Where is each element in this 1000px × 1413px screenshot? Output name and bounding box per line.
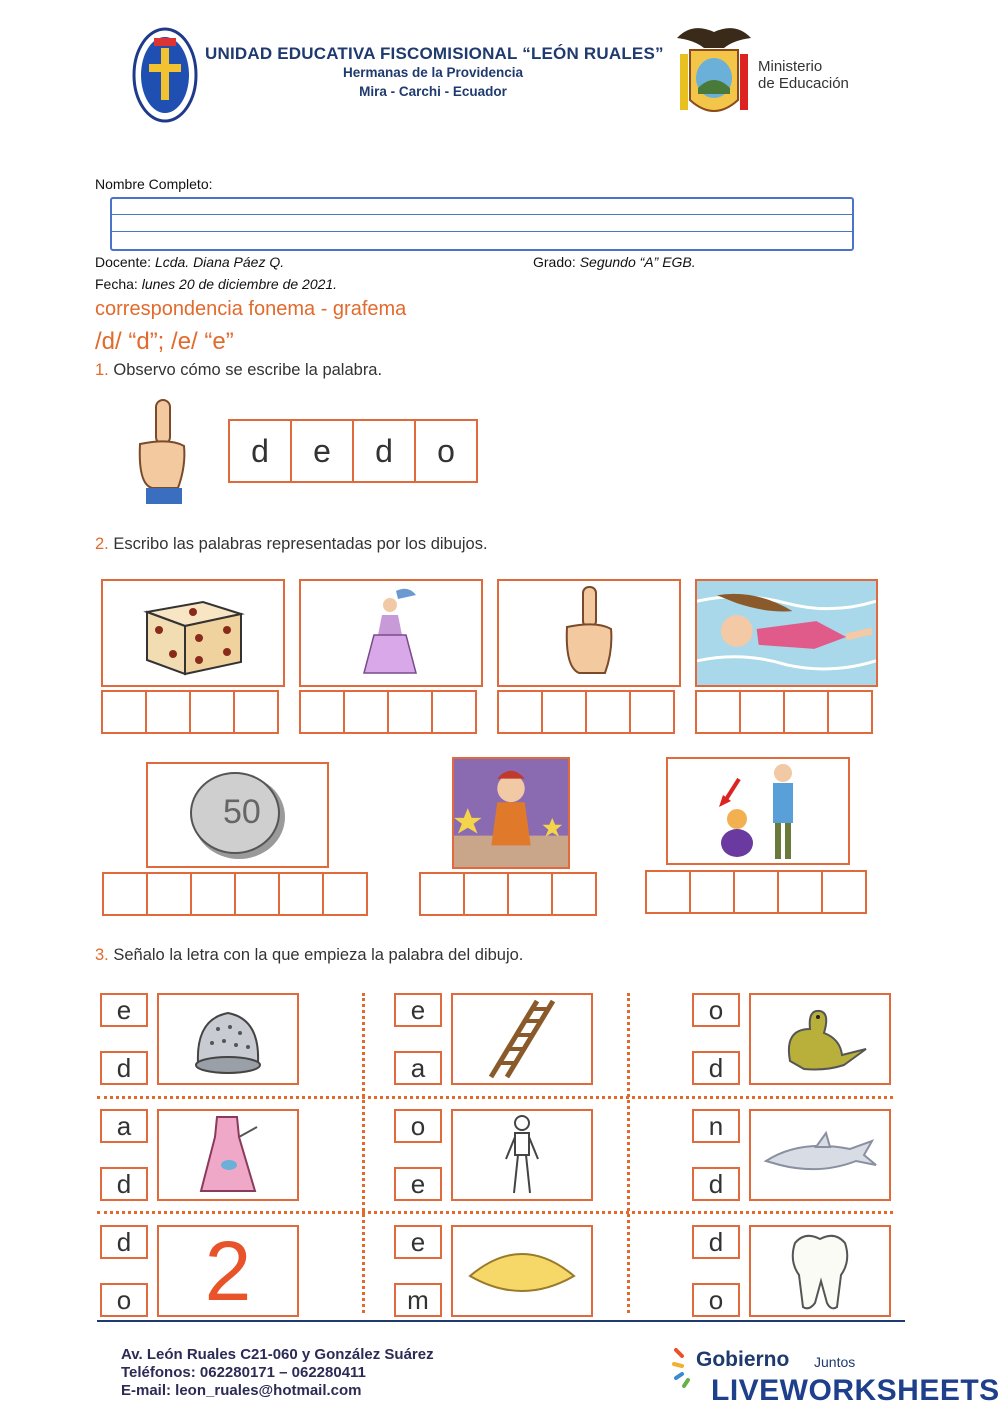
- lesson-topic: correspondencia fonema - grafema: [95, 298, 407, 320]
- exercise-3-instruction: 3. Señalo la letra con la que empieza la palabra del dibujo.: [95, 946, 524, 964]
- write-word-4: [695, 690, 873, 734]
- option-letter[interactable]: a: [100, 1109, 148, 1143]
- grade-line: Grado: Segundo “A” EGB.: [533, 254, 696, 270]
- letter-input[interactable]: [739, 690, 785, 734]
- write-word-5: [102, 872, 368, 916]
- option-letter[interactable]: d: [100, 1225, 148, 1259]
- letter-input[interactable]: [733, 870, 779, 914]
- option-letter[interactable]: d: [100, 1051, 148, 1085]
- letter-input[interactable]: [419, 872, 465, 916]
- dinosaur-picture: [749, 993, 891, 1085]
- letter-input[interactable]: [190, 872, 236, 916]
- thimble-picture: [157, 993, 299, 1085]
- letter-input[interactable]: [145, 690, 191, 734]
- gov-tagline: Juntos: [814, 1354, 856, 1370]
- ladder-picture: [451, 993, 593, 1085]
- footer-email: E-mail: leon_ruales@hotmail.com: [121, 1382, 362, 1399]
- footer-divider: [97, 1320, 905, 1322]
- school-location: Mira - Carchi - Ecuador: [359, 84, 507, 99]
- congregation: Hermanas de la Providencia: [342, 65, 524, 80]
- footer-address: Av. León Ruales C21-060 y González Suárez: [121, 1346, 434, 1363]
- finger-picture: [130, 396, 194, 506]
- write-word-7: [645, 870, 867, 914]
- write-word-2: [299, 690, 477, 734]
- letter-input[interactable]: [146, 872, 192, 916]
- letter-input[interactable]: [102, 872, 148, 916]
- date-line: Fecha: lunes 20 de diciembre de 2021.: [95, 276, 338, 292]
- exercise-1-instruction: 1. Observo cómo se escribe la palabra.: [95, 361, 383, 379]
- option-letter[interactable]: e: [394, 1225, 442, 1259]
- letter-input[interactable]: [551, 872, 597, 916]
- option-letter[interactable]: e: [394, 993, 442, 1027]
- skeleton-picture: [451, 1109, 593, 1201]
- coin-value: 50: [222, 793, 261, 831]
- row-divider: [97, 1096, 893, 1099]
- option-letter[interactable]: o: [394, 1109, 442, 1143]
- watermark: LIVEWORKSHEETS: [711, 1374, 1000, 1407]
- letter-input[interactable]: [233, 690, 279, 734]
- coin-picture: [146, 762, 329, 868]
- letter-input[interactable]: [299, 690, 345, 734]
- teacher-line: Docente: Lcda. Diana Páez Q.: [95, 254, 285, 270]
- gov-word: Gobierno: [696, 1348, 790, 1371]
- letter-input[interactable]: [695, 690, 741, 734]
- option-letter[interactable]: e: [100, 993, 148, 1027]
- option-letter[interactable]: o: [100, 1283, 148, 1317]
- footer-phones: Teléfonos: 062280171 – 062280411: [121, 1364, 366, 1381]
- letter-input[interactable]: [645, 870, 691, 914]
- write-word-6: [419, 872, 597, 916]
- option-letter[interactable]: o: [692, 1283, 740, 1317]
- write-word-3: [497, 690, 675, 734]
- dolphin-picture: [749, 1109, 891, 1201]
- empanada-picture: [451, 1225, 593, 1317]
- short-tall-picture: [666, 757, 850, 865]
- letter-input[interactable]: [234, 872, 280, 916]
- option-letter[interactable]: d: [692, 1167, 740, 1201]
- ministry-name: Ministerio de Educación: [758, 58, 849, 92]
- option-letter[interactable]: d: [100, 1167, 148, 1201]
- option-letter[interactable]: d: [692, 1225, 740, 1259]
- option-letter[interactable]: d: [692, 1051, 740, 1085]
- lady-picture: [299, 579, 483, 687]
- school-name: UNIDAD EDUCATIVA FISCOMISIONAL “LEÓN RUALES”: [205, 44, 664, 63]
- number-two-picture: 2: [157, 1225, 299, 1317]
- letter-input[interactable]: [507, 872, 553, 916]
- letter-input[interactable]: [322, 872, 368, 916]
- letter-input[interactable]: [387, 690, 433, 734]
- dice-picture: [101, 579, 285, 687]
- letter-input[interactable]: [189, 690, 235, 734]
- letter-input[interactable]: [101, 690, 147, 734]
- letter-input[interactable]: [629, 690, 675, 734]
- option-letter[interactable]: n: [692, 1109, 740, 1143]
- write-word-1: [101, 690, 279, 734]
- school-crest: [132, 26, 198, 124]
- letter-input[interactable]: [585, 690, 631, 734]
- letter-input[interactable]: [431, 690, 477, 734]
- letter-input[interactable]: [689, 870, 735, 914]
- row-divider: [97, 1211, 893, 1214]
- letter-input[interactable]: [541, 690, 587, 734]
- teacher-name: Lcda. Diana Páez Q.: [154, 254, 285, 270]
- letter-input[interactable]: [821, 870, 867, 914]
- letter-input[interactable]: [827, 690, 873, 734]
- column-divider: [362, 993, 365, 1313]
- tooth-picture: [749, 1225, 891, 1317]
- swimmer-picture: [695, 579, 878, 687]
- full-name-input[interactable]: [110, 197, 854, 251]
- name-label: Nombre Completo:: [95, 176, 213, 192]
- letter-input[interactable]: [343, 690, 389, 734]
- letter-input[interactable]: [497, 690, 543, 734]
- word-letter: d: [228, 419, 292, 483]
- word-dedo: [228, 419, 478, 483]
- option-letter[interactable]: a: [394, 1051, 442, 1085]
- exercise-2-instruction: 2. Escribo las palabras representadas por los dibujos.: [95, 535, 488, 553]
- ecuador-coat-of-arms: [672, 20, 756, 126]
- letter-input[interactable]: [777, 870, 823, 914]
- word-letter: o: [414, 419, 478, 483]
- word-letter: e: [290, 419, 354, 483]
- starry-girl-picture: [452, 757, 570, 869]
- word-letter: d: [352, 419, 416, 483]
- grade-value: Segundo “A” EGB.: [579, 254, 696, 270]
- date-value: lunes 20 de diciembre de 2021.: [141, 276, 338, 292]
- lesson-phonemes: /d/ “d”; /e/ “e”: [95, 328, 234, 355]
- option-letter[interactable]: m: [394, 1283, 442, 1317]
- finger-picture-2: [497, 579, 681, 687]
- letter-input[interactable]: [278, 872, 324, 916]
- apron-picture: [157, 1109, 299, 1201]
- column-divider: [627, 993, 630, 1313]
- letter-input[interactable]: [783, 690, 829, 734]
- option-letter[interactable]: e: [394, 1167, 442, 1201]
- option-letter[interactable]: o: [692, 993, 740, 1027]
- letter-input[interactable]: [463, 872, 509, 916]
